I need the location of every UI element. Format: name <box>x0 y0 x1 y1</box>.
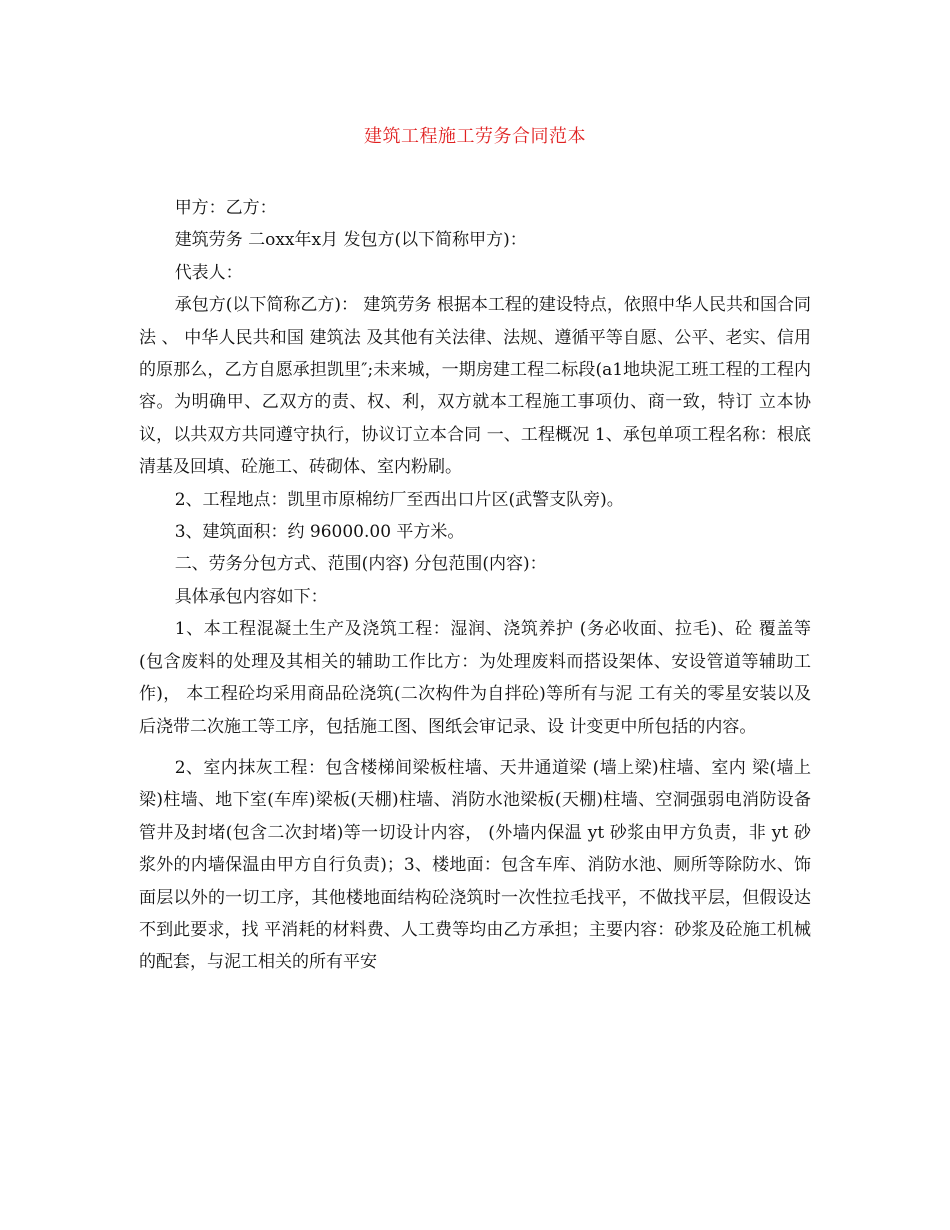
paragraph-location: 2、工程地点：凯里市原棉纺厂至西出口片区(武警支队旁)。 <box>174 489 624 510</box>
document-title: 建筑工程施工劳务合同范本 <box>364 126 586 147</box>
paragraph-concrete-works: 1、本工程混凝土生产及浇筑工程：湿润、浇筑养护 (务必收面、拉毛)、砼 覆盖等(包含废料的处理及其相关的辅助工作比方：为处理废料而搭设架体、安设管道等辅助工作)， 本工程砼均采用商品砼浇筑(二次构件为自拌砼)等所有与泥 工有关的零星安装以及后浇带二次施工等工序，包括施工图、图纸会审记录、设 计变更中所包括的内容。 <box>139 619 811 737</box>
paragraph-scope-intro: 具体承包内容如下： <box>174 586 328 607</box>
paragraph-contractor: 承包方(以下简称乙方)： 建筑劳务 根据本工程的建设特点，依照中华人民共和国合同法 、 中华人民共和国 建筑法 及其他有关法律、法规、遵循平等自愿、公平、老实、信用的原那么，乙方自愿承担凯里″;未来城，一期房建工程二标段(a1地块泥工班工程的工程内容。为明确甲、乙双方的责、权、利，双方就本工程施工事项仂、商一致，特订 立本协议，以共双方共同遵守执行，协议订立本合同 一、工程概况 1、承包单项工程名称：根底清基及回填、砼施工、砖砌体、室内粉刷。 <box>139 295 811 478</box>
paragraph-plastering-works: 2、室内抹灰工程：包含楼梯间梁板柱墙、天井通道梁 (墙上梁)柱墙、室内 梁(墙上梁)柱墙、地下室(车库)梁板(天棚)柱墙、消防水池梁板(天棚)柱墙、空洞强弱电消防设备管井及封堵(包含二次封堵)等一切设计内容， (外墙内保温 yt 砂浆由甲方负责，非 yt 砂浆外的内墙保温由甲方自行负责)；3、楼地面：包含车库、消防水池、厕所等除防水、饰面层以外的一切工序，其他楼地面结构砼浇筑时一次性拉毛找平，不做找平层，但假设达不到此要求，找 平消耗的材料费、人工费等均由乙方承担；主要内容：砂浆及砼施工机械的配套，与泥工相关的所有平安 <box>139 757 811 973</box>
paragraph-scope-heading: 二、劳务分包方式、范围(内容) 分包范围(内容)： <box>174 554 547 575</box>
paragraph-employer: 建筑劳务 二oxx年x月 发包方(以下简称甲方)： <box>174 230 527 251</box>
paragraph-area: 3、建筑面积：约 96000.00 平方米。 <box>174 522 465 543</box>
document-body <box>139 192 811 979</box>
paragraph-representative: 代表人： <box>174 262 243 283</box>
paragraph-parties: 甲方：乙方： <box>174 198 277 218</box>
